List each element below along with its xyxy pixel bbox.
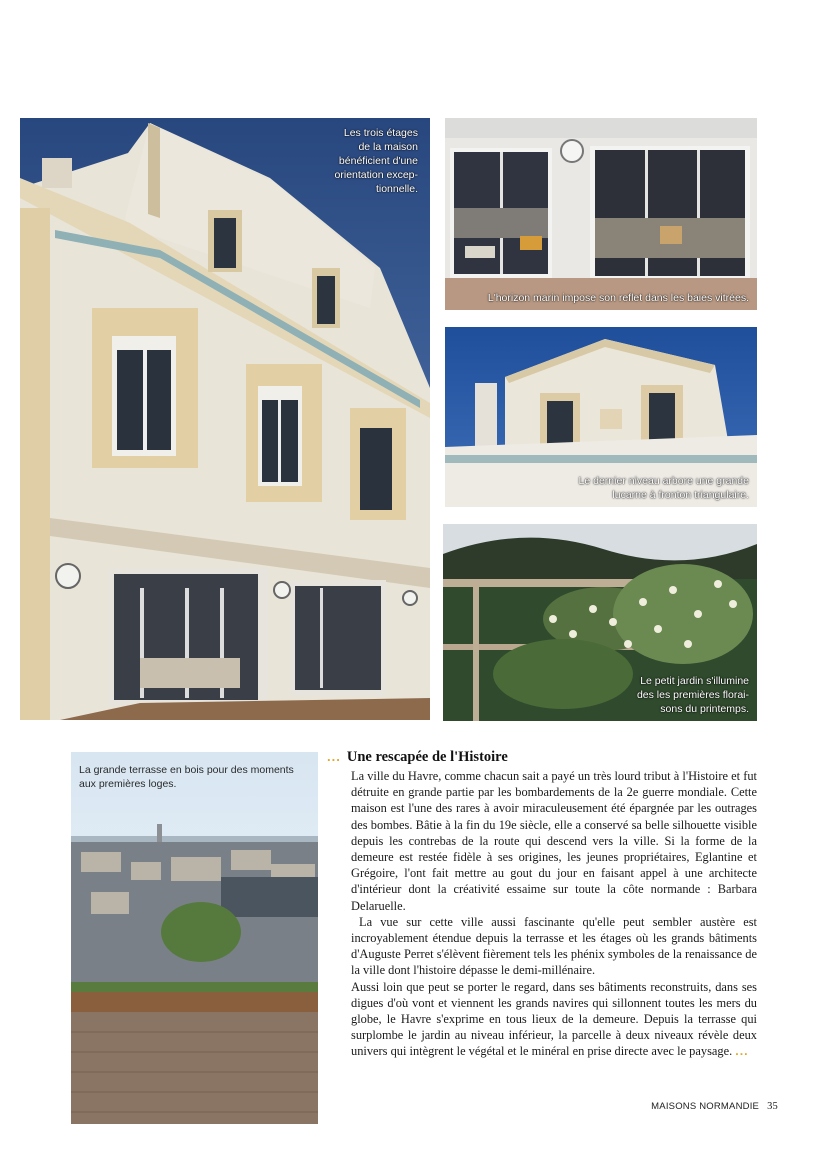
- caption-line: Le dernier niveau arbore une grande: [578, 475, 749, 487]
- facade-photo: [20, 118, 430, 720]
- magazine-name: MAISONS NORMANDIE: [651, 1101, 760, 1112]
- lead-dots: ...: [327, 749, 341, 764]
- caption-line: de la maison: [358, 141, 418, 153]
- caption-line: orientation excep-: [334, 169, 418, 181]
- dormer-photo: [445, 327, 757, 507]
- article-heading: [327, 749, 757, 766]
- caption-line: des les premières florai-: [636, 689, 749, 701]
- bay-windows-photo: [445, 118, 757, 310]
- bay-windows-caption: L'horizon marin impose son reflet dans les baies vitrées.: [487, 292, 749, 304]
- dormer-caption: [509, 474, 749, 502]
- article-paragraph-1: La ville du Havre, comme chacun sait a payé un très lourd tribut à l'Histoire et fut détruite en grande partie par les bombardements de la 2e guerre mondiale. Cette maison est l'une des rares à avoir miraculeusement été épargnée par les outrages des bombes. Bâtie à la fin du 19e siècle, elle a conservé sa belle silhouette visible depuis les contrebas de la route qui descend vers la ville. Si la forme de la demeure est restée fidèle à ses origines, les jeunes propriétaires, Eglantine et Grégoire, l'ont fait mettre au gout du jour en faisant appel à une architecte d'intérieur dont la créativité essaime sur toute la côte normande : Barbara Delaruelle.: [351, 769, 757, 913]
- page-footer: [651, 1101, 778, 1112]
- paragraph-text: Aussi loin que peut se porter le regard, dans ses bâtiments reconstruits, dans ses digues d'où vont et viennent les grands navires qui sillonnent toutes les mers du globe, le Havre s'exprime en tous lieux de la demeure. Depuis la terrasse qui surplombe le jardin au niveau inférieur, la parcelle à deux niveaux révèle deux univers qui intègrent le végétal et le minéral en prise directe avec le paysage.: [351, 979, 757, 1059]
- facade-caption: [278, 126, 418, 196]
- caption-line: Le petit jardin s'illumine: [640, 675, 749, 687]
- caption-line: La grande terrasse en bois pour des moments: [79, 764, 294, 776]
- article-title: Une rescapée de l'Histoire: [346, 749, 508, 765]
- garden-photo: [443, 524, 757, 721]
- page-number: 35: [767, 1101, 778, 1112]
- article-paragraph-3: [351, 979, 757, 1060]
- article: [327, 749, 757, 1060]
- caption-line: lucarne à fronton triangulaire.: [612, 489, 749, 501]
- article-paragraph-2: La vue sur cette ville aussi fascinante qu'elle peut sembler austère est incroyablement étendue depuis la terrasse et les étages où les grands bâtiments d'Auguste Perret s'élèvent fièrement tels les phénix symboles de la renaissance de la ville dont l'histoire dépasse le demi-millénaire.: [351, 914, 757, 978]
- end-dots: ...: [735, 1044, 749, 1059]
- caption-line: aux premières loges.: [79, 778, 177, 790]
- caption-line: sons du printemps.: [660, 703, 749, 715]
- terrace-photo: [71, 752, 318, 1124]
- caption-line: tionnelle.: [375, 183, 418, 195]
- caption-line: bénéficient d'une: [338, 155, 418, 167]
- garden-caption: [589, 674, 749, 716]
- caption-line: Les trois étages: [343, 127, 418, 139]
- terrace-caption: [79, 763, 315, 791]
